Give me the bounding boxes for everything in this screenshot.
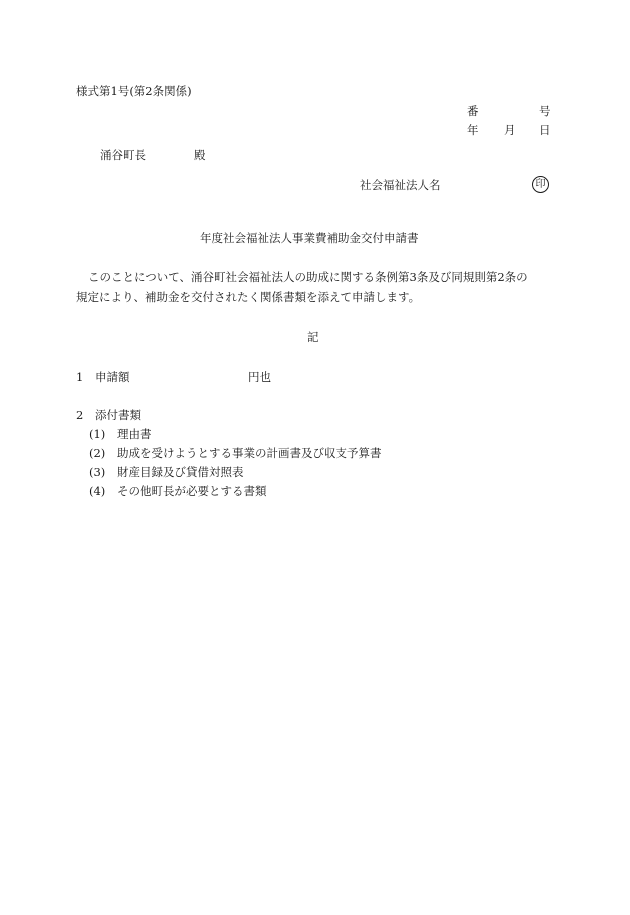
number-label-go: 号 <box>539 104 551 118</box>
attachment-number: (2) <box>89 446 106 460</box>
applicant-name-label: 社会福祉法人名 <box>360 178 441 192</box>
form-number: 様式第1号(第2条関係) <box>76 84 192 98</box>
addressee-honorific: 殿 <box>194 148 206 162</box>
item-2-number: 2 <box>76 408 84 422</box>
date-label-month: 月 <box>504 123 516 137</box>
number-label-ban: 番 <box>467 104 479 118</box>
body-text-line-1: このことについて、涌谷町社会福祉法人の助成に関する条例第3条及び同規則第2条の <box>88 270 528 284</box>
attachment-number: (1) <box>89 427 106 441</box>
attachment-number: (4) <box>89 484 106 498</box>
attachment-text: 財産目録及び貸借対照表 <box>117 465 244 479</box>
attachment-text: 理由書 <box>117 427 152 441</box>
item-1-label: 申請額 <box>95 370 130 384</box>
date-label-year: 年 <box>467 123 479 137</box>
addressee-title: 涌谷町長 <box>100 148 146 162</box>
attachment-text: 助成を受けようとする事業の計画書及び収支予算書 <box>117 446 382 460</box>
item-1-unit: 円也 <box>248 370 271 384</box>
ki-heading: 記 <box>307 330 319 344</box>
seal-icon: 印 <box>532 176 549 193</box>
body-text-line-2: 規定により、補助金を交付されたく関係書類を添えて申請します。 <box>76 290 421 304</box>
document-title: 年度社会福祉法人事業費補助金交付申請書 <box>200 231 419 245</box>
attachment-number: (3) <box>89 465 106 479</box>
item-1-number: 1 <box>76 370 84 384</box>
item-2-label: 添付書類 <box>95 408 141 422</box>
date-label-day: 日 <box>539 123 551 137</box>
attachment-text: その他町長が必要とする書類 <box>117 484 267 498</box>
